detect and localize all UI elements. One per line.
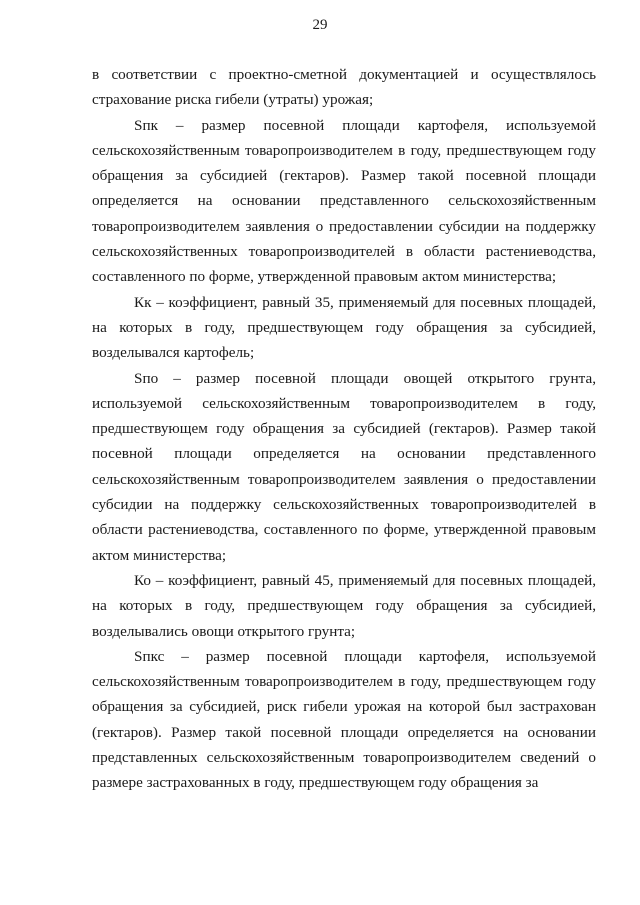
document-body [92, 62, 596, 796]
paragraph-ko-coefficient: Ко – коэффициент, равный 45, применяемый для посевных площадей, на которых в году, предшествующем году обращения за субсидией, возделывались овощи открытого грунта; [92, 571, 596, 640]
page-number: 29 [312, 17, 328, 33]
paragraph-continuation: в соответствии с проектно-сметной документацией и осуществлялось страхование риска гибели (утраты) урожая; [92, 66, 596, 109]
paragraph-spk-definition: Sпк – размер посевной площади картофеля, используемой сельскохозяйственным товаропроизводителем в году, предшествующем году обращения за субсидией (гектаров). Размер такой посевной площади определяется на основании представленного сельскохозяйственным товаропроизводителем заявления о предоставлении субсидии на поддержку сельскохозяйственных товаропроизводителей в области растениеводства, составленного по форме, утвержденной правовым актом министерства; [92, 116, 596, 286]
paragraph-spo-definition: Sпо – размер посевной площади овощей открытого грунта, используемой сельскохозяйственным товаропроизводителем в году, предшествующем году обращения за субсидией (гектаров). Размер такой посевной площади определяется на основании представленного сельскохозяйственным товаропроизводителем заявления о предоставлении субсидии на поддержку сельскохозяйственных товаропроизводителей в области растениеводства, составленного по форме, утвержденной правовым актом министерства; [92, 369, 596, 564]
paragraph-spks-definition: Sпкс – размер посевной площади картофеля, используемой сельскохозяйственным товаропроизводителем в году, предшествующем году обращения за субсидией, риск гибели урожая на которой был застрахован (гектаров). Размер такой посевной площади определяется на основании представленных сельскохозяйственным товаропроизводителем сведений о размере застрахованных в году, предшествующем году обращения за [92, 647, 596, 792]
paragraph-kk-coefficient: Кк – коэффициент, равный 35, применяемый для посевных площадей, на которых в году, предшествующем году обращения за субсидией, возделывался картофель; [92, 293, 596, 362]
